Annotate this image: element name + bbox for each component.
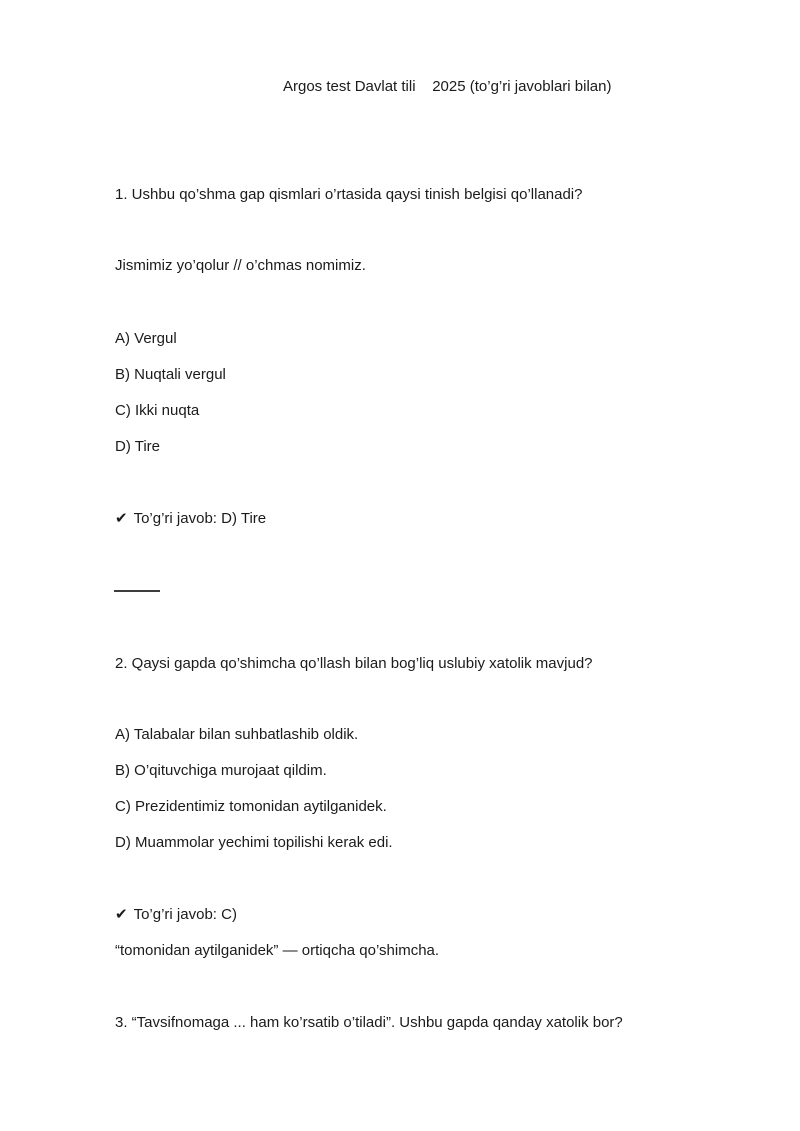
question-2-option-a: A) Talabalar bilan suhbatlashib oldik.: [115, 726, 359, 743]
question-1-option-d: D) Tire: [115, 438, 160, 455]
question-1-text: 1. Ushbu qo’shma gap qismlari o’rtasida qaysi tinish belgisi qo’llanadi?: [115, 186, 583, 203]
checkmark-icon: ✔: [115, 510, 128, 527]
question-2-answer-explanation: “tomonidan aytilganidek” — ortiqcha qo’shimcha.: [115, 942, 440, 959]
question-1-answer-label: To’g’ri javob: D) Tire: [133, 510, 267, 527]
question-1-option-c: C) Ikki nuqta: [115, 402, 200, 419]
question-2-text: 2. Qaysi gapda qo’shimcha qo’llash bilan bog’liq uslubiy xatolik mavjud?: [115, 655, 593, 672]
question-1-correct-answer: [115, 508, 720, 530]
question-2-option-d: D) Muammolar yechimi topilishi kerak edi.: [115, 834, 393, 851]
question-2-option-b: B) O’qituvchiga murojaat qildim.: [115, 762, 327, 779]
question-1-option-a: A) Vergul: [115, 330, 177, 347]
question-2-correct-answer: [115, 904, 720, 926]
divider-line: [114, 590, 160, 592]
question-2-option-c: C) Prezidentimiz tomonidan aytilganidek.: [115, 798, 387, 815]
question-1-option-b: B) Nuqtali vergul: [115, 366, 226, 383]
checkmark-icon: ✔: [115, 906, 128, 923]
question-3-text: 3. “Tavsifnomaga ... ham ko’rsatib o’tiladi”. Ushbu gapda qanday xatolik bor?: [115, 1014, 623, 1031]
page-title: Argos test Davlat tili 2025 (to’g’ri javoblari bilan): [283, 78, 612, 95]
question-2-answer-label: To’g’ri javob: C): [133, 906, 237, 923]
question-1-stimulus: Jismimiz yo’qolur // o’chmas nomimiz.: [115, 257, 366, 274]
